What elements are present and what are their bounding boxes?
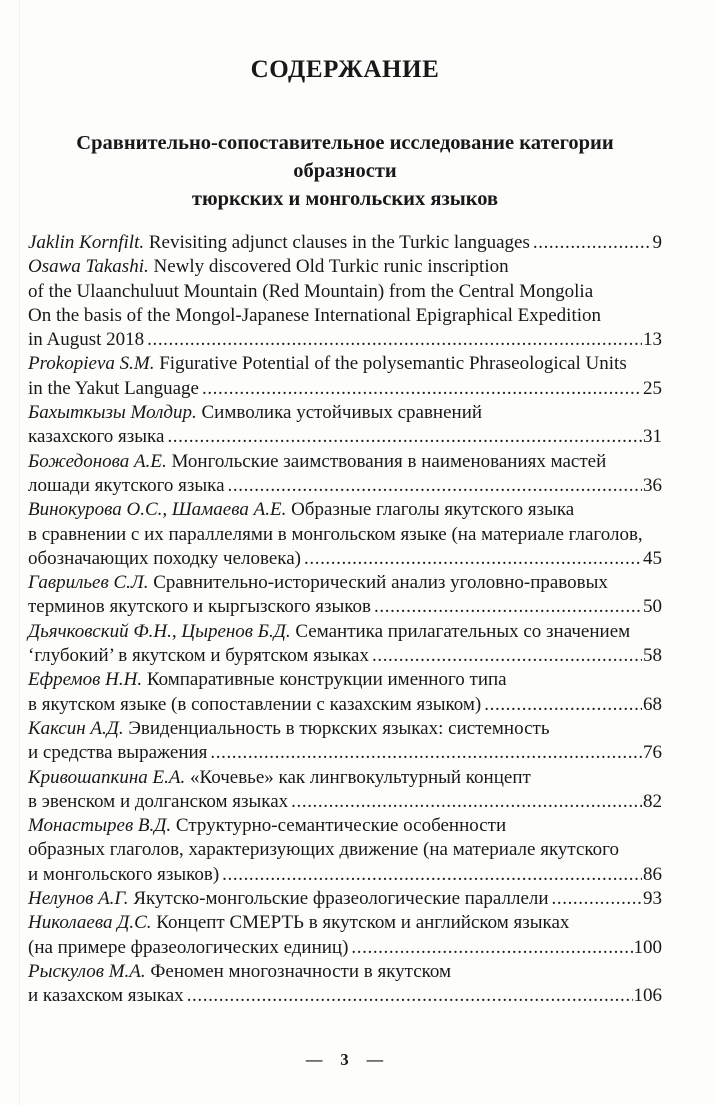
entry-line xyxy=(28,863,662,887)
entry-page-number: 82 xyxy=(643,790,662,812)
entry-line-text: Бахыткызы Молдир. Символика устойчивых сравнений xyxy=(28,402,483,424)
dot-leader xyxy=(552,887,642,911)
entry-line-text: Jaklin Kornfilt. Revisiting adjunct clauses in the Turkic languages xyxy=(28,232,530,253)
entry-author: Винокурова О.С., Шамаева А.Е. xyxy=(28,499,287,521)
toc-entry xyxy=(28,231,662,255)
entry-line xyxy=(28,352,662,376)
dot-leader xyxy=(228,474,642,498)
entry-author: Osawa Takashi. xyxy=(28,256,149,278)
footer-dash-right: — xyxy=(366,1049,385,1069)
dot-leader xyxy=(167,425,642,449)
entry-page-number: 100 xyxy=(633,936,662,958)
toc-entry xyxy=(28,911,662,960)
dot-leader xyxy=(351,936,632,960)
toc-entry xyxy=(28,352,662,401)
entry-author: Нелунов А.Г. xyxy=(28,888,129,910)
toc-entry xyxy=(28,571,662,620)
entry-line-text: Prokopieva S.M. Figurative Potential of the polysemantic Phraseological Units xyxy=(28,353,627,375)
entry-page-number: 93 xyxy=(643,888,662,910)
toc-entry xyxy=(28,450,662,499)
entry-author: Кривошапкина Е.А. xyxy=(28,766,186,788)
entry-page-number: 50 xyxy=(643,596,662,618)
toc-entry xyxy=(28,887,662,911)
entry-line-text: обозначающих походку человека) xyxy=(28,547,302,569)
toc-entry xyxy=(28,960,662,1009)
entry-line-text: в сравнении с их параллелями в монгольском языке (на материале глаголов, xyxy=(28,523,643,545)
entry-line-text: казахского языка xyxy=(28,426,165,448)
entry-author: Каксин А.Д. xyxy=(28,717,124,739)
entry-author: Николаева Д.С. xyxy=(28,912,152,934)
entry-line xyxy=(28,523,662,547)
entry-page-number: 45 xyxy=(643,547,662,569)
entry-line xyxy=(28,766,662,790)
entry-line-text: терминов якутского и кыргызского языков xyxy=(28,596,372,618)
entry-line xyxy=(28,571,662,595)
entry-author: Монастырев В.Д. xyxy=(28,815,172,837)
dot-leader xyxy=(484,693,642,717)
dot-leader xyxy=(533,231,652,255)
entry-line-text: образных глаголов, характеризующих движение (на материале якутского xyxy=(28,839,619,861)
entry-line-text: Нелунов А.Г. Якутско-монгольские фразеологические параллели xyxy=(28,888,549,910)
entry-line xyxy=(28,304,662,328)
entry-line xyxy=(28,255,662,279)
entry-line xyxy=(28,280,662,304)
entry-line-text: Ефремов Н.Н. Компаративные конструкции именного типа xyxy=(28,669,507,691)
entry-page-number: 9 xyxy=(652,232,662,253)
entry-page-number: 36 xyxy=(643,474,662,496)
entry-line xyxy=(28,644,662,668)
entry-author: Ефремов Н.Н. xyxy=(28,669,143,691)
entry-line xyxy=(28,838,662,862)
toc-entry xyxy=(28,401,662,450)
entry-line-text: и казахском языках xyxy=(28,985,184,1007)
dot-leader xyxy=(222,863,642,887)
entry-line xyxy=(28,401,662,425)
page-footer xyxy=(28,1050,662,1070)
entry-line-text: Винокурова О.С., Шамаева А.Е. Образные глаголы якутского языка xyxy=(28,499,575,521)
entry-page-number: 31 xyxy=(643,426,662,448)
entry-line xyxy=(28,450,662,474)
dot-leader xyxy=(291,790,642,814)
entry-line xyxy=(28,620,662,644)
entry-line-text: (на примере фразеологических единиц) xyxy=(28,936,349,958)
entry-line xyxy=(28,547,662,571)
entry-author: Божедонова А.Е. xyxy=(28,450,167,472)
entry-author: Дьячковский Ф.Н., Цыренов Б.Д. xyxy=(28,620,291,642)
entry-line xyxy=(28,887,662,911)
entry-page-number: 86 xyxy=(643,863,662,885)
toc-entry xyxy=(28,766,662,815)
entry-line xyxy=(28,474,662,498)
entry-line-text: в эвенском и долганском языках xyxy=(28,790,289,812)
toc-entry xyxy=(28,255,662,352)
entry-line-text: Osawa Takashi. Newly discovered Old Turkic runic inscription xyxy=(28,256,509,278)
entry-line-text: Монастырев В.Д. Структурно-семантические особенности xyxy=(28,815,507,837)
dot-leader xyxy=(202,377,642,401)
entry-page-number: 25 xyxy=(643,377,662,399)
entry-line-text: Кривошапкина Е.А. «Кочевье» как лингвокультурный концепт xyxy=(28,766,531,788)
entry-author: Prokopieva S.M. xyxy=(28,353,155,375)
toc-entry xyxy=(28,717,662,766)
entry-line xyxy=(28,425,662,449)
section-heading xyxy=(28,129,662,213)
dot-leader xyxy=(210,741,642,765)
entry-line xyxy=(28,328,662,352)
entry-author: Рыскулов М.А. xyxy=(28,960,146,982)
dot-leader xyxy=(147,328,642,352)
entry-line-text: Рыскулов М.А. Феномен многозначности в якутском xyxy=(28,960,452,982)
entry-line-text: Божедонова А.Е. Монгольские заимствования в наименованиях мастей xyxy=(28,450,607,472)
entry-line-text: of the Ulaanchuluut Mountain (Red Mountain) from the Central Mongolia xyxy=(28,280,594,302)
dot-leader xyxy=(304,547,642,571)
dot-leader xyxy=(187,984,633,1008)
entry-line xyxy=(28,717,662,741)
section-heading-line2: тюркских и монгольских языков xyxy=(191,188,499,210)
entry-author: Бахыткызы Молдир. xyxy=(28,402,197,424)
entry-line xyxy=(28,668,662,692)
entry-line-text: On the basis of the Mongol-Japanese International Epigraphical Expedition xyxy=(28,304,602,326)
entry-line-text: Каксин А.Д. Эвиденциальность в тюркских языках: системность xyxy=(28,717,550,739)
entry-line xyxy=(28,741,662,765)
entry-line xyxy=(28,377,662,401)
entry-line-text: лошади якутского языка xyxy=(28,474,225,496)
footer-dash-left: — xyxy=(305,1049,324,1069)
toc-entry xyxy=(28,620,662,669)
entry-line-text: Дьячковский Ф.Н., Цыренов Б.Д. Семантика прилагательных со значением xyxy=(28,620,631,642)
entry-line-text: Николаева Д.С. Концепт СМЕРТЬ в якутском и английском языках xyxy=(28,912,570,934)
toc-entry xyxy=(28,668,662,717)
entry-line-text: и средства выражения xyxy=(28,742,208,764)
toc-entries xyxy=(28,231,662,1009)
entry-page-number: 106 xyxy=(633,985,662,1007)
entry-line xyxy=(28,911,662,935)
entry-line-text: Гаврильев С.Л. Сравнительно-исторический анализ уголовно-правовых xyxy=(28,572,608,594)
entry-page-number: 13 xyxy=(643,329,662,351)
entry-line xyxy=(28,693,662,717)
dot-leader xyxy=(374,595,642,619)
toc-entry xyxy=(28,498,662,571)
entry-line xyxy=(28,595,662,619)
entry-line xyxy=(28,498,662,522)
dot-leader xyxy=(372,644,642,668)
entry-line-text: ‘глубокий’ в якутском и бурятском языках xyxy=(28,645,369,667)
scan-crease-line xyxy=(19,0,20,1105)
entry-page-number: 76 xyxy=(643,742,662,764)
entry-line-text: in August 2018 xyxy=(28,329,145,351)
entry-page-number: 58 xyxy=(643,645,662,667)
entry-line xyxy=(28,936,662,960)
entry-line xyxy=(28,790,662,814)
entry-line-text: и монгольского языков) xyxy=(28,863,220,885)
entry-author: Гаврильев С.Л. xyxy=(28,572,149,594)
entry-line xyxy=(28,984,662,1008)
section-heading-line1: Сравнительно-сопоставительное исследование категории образности xyxy=(76,132,614,182)
entry-line xyxy=(28,814,662,838)
entry-page-number: 68 xyxy=(643,693,662,715)
entry-line xyxy=(28,960,662,984)
entry-line xyxy=(28,231,662,255)
entry-author: Jaklin Kornfilt. xyxy=(28,232,145,253)
page-title: СОДЕРЖАНИЕ xyxy=(250,56,440,83)
toc-entry xyxy=(28,814,662,887)
entry-line-text: в якутском языке (в сопоставлении с казахским языком) xyxy=(28,693,482,715)
footer-page-number: 3 xyxy=(340,1049,350,1069)
entry-line-text: in the Yakut Language xyxy=(28,377,199,399)
